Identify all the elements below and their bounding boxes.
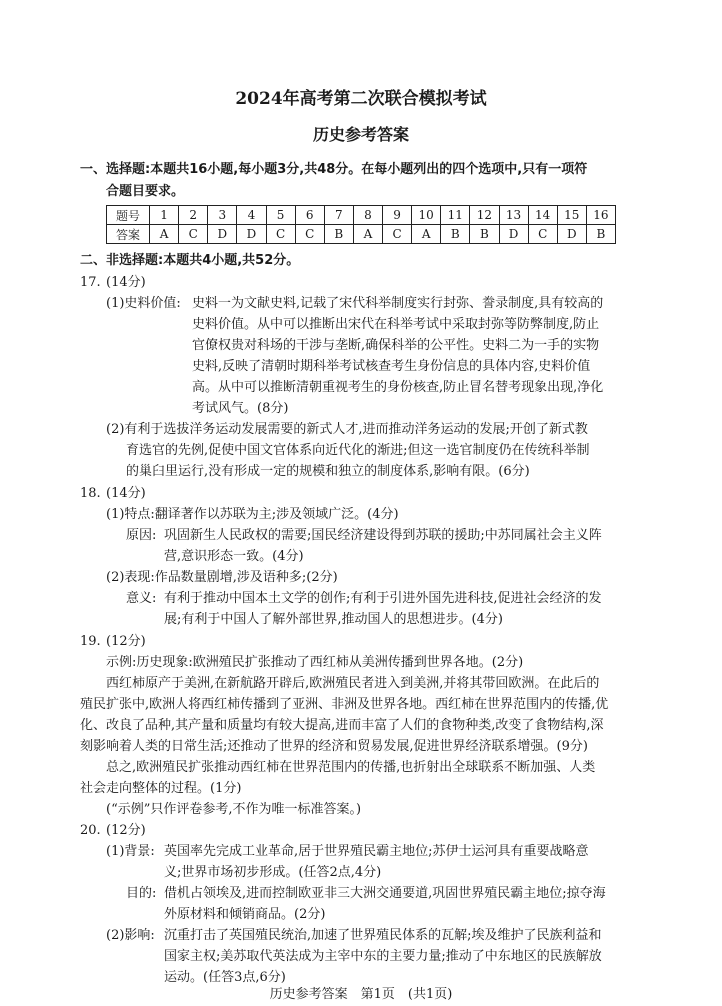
page-subtitle: 历史参考答案 <box>312 125 409 144</box>
q18-p2b-line: 展;有利于中国人了解外部世界,推动国人的思想进步。(4分) <box>164 612 503 627</box>
q18-p2a: (2)表现:作品数量剧增,涉及语种多;(2分) <box>106 570 338 585</box>
answer-cell: C <box>528 225 557 244</box>
q18-p1b-label: 原因: <box>126 528 157 543</box>
section2-heading: 二、非选择题:本题共4小题,共52分。 <box>80 253 300 268</box>
q19-body-line: 殖民扩张中,欧洲人将西红柿传播到了亚洲、非洲及世界各地。西红柿在世界范围内的传播,优 <box>80 697 609 712</box>
q20-p2-line: 沉重打击了英国殖民统治,加速了世界殖民体系的瓦解;埃及维护了民族利益和 <box>164 928 602 943</box>
q17-p1-line: 史料一为文献史料,记载了宋代科举制度实行封弥、誊录制度,具有较高的 <box>192 296 604 311</box>
q20-p1a-label: (1)背景: <box>106 844 155 859</box>
answer-cell: C <box>179 225 208 244</box>
answer-cell: B <box>324 225 353 244</box>
q18-p1a: (1)特点:翻译著作以苏联为主;涉及领域广泛。(4分) <box>106 507 399 522</box>
q20-p1a-line: 义;世界市场初步形成。(任答2点,4分) <box>164 865 382 880</box>
answer-cell: D <box>208 225 237 244</box>
answer-cell: B <box>470 225 499 244</box>
question-number-cell: 16 <box>586 206 615 225</box>
answer-cell: D <box>237 225 266 244</box>
q20-p2-label: (2)影响: <box>106 928 155 943</box>
question-number-cell: 1 <box>150 206 179 225</box>
q18-p2b-line: 有利于推动中国本土文学的创作;有利于引进外国先进科技,促进社会经济的发 <box>164 591 602 606</box>
q20-number: 20. <box>80 823 101 838</box>
q20-p1b-line: 借机占领埃及,进而控制欧亚非三大洲交通要道,巩固世界殖民霸主地位;掠夺海 <box>164 886 606 901</box>
answer-cell: C <box>295 225 324 244</box>
q17-p2-line: 的巢臼里运行,没有形成一定的规模和独立的制度体系,影响有限。(6分) <box>126 464 530 479</box>
section1-heading-line1: 一、选择题:本题共16小题,每小题3分,共48分。在每小题列出的四个选项中,只有一项符 <box>80 162 588 177</box>
q18-p1b-line: 营,意识形态一致。(4分) <box>164 549 304 564</box>
answer-cell: A <box>353 225 382 244</box>
q17-p2-line: 育选官的先例,促使中国文官体系向近代化的渐进;但这一选官制度仍在传统科举制 <box>126 443 590 458</box>
q17-p1-line: 高。从中可以推断清朝重视考生的身份核查,防止冒名替考现象出现,净化 <box>192 380 604 395</box>
question-number-cell: 9 <box>383 206 412 225</box>
answer-cell: B <box>441 225 470 244</box>
question-number-cell: 3 <box>208 206 237 225</box>
page-title: 2024年高考第二次联合模拟考试 <box>235 89 487 109</box>
q19-summary-line: 总之,欧洲殖民扩张推动西红柿在世界范围内的传播,也折射出全球联系不断加强、人类 <box>106 760 596 775</box>
q20-p2-line: 国家主权;美苏取代英法成为主宰中东的主要力量;推动了中东地区的民族解放 <box>164 949 602 964</box>
q17-p1-line: 史料价值。从中可以推断出宋代在科举考试中采取封弥等防弊制度,防止 <box>192 317 600 332</box>
q18-p2b-label: 意义: <box>126 591 157 606</box>
answer-table-number-row <box>107 206 616 225</box>
q17-number: 17. <box>80 275 101 290</box>
question-number-cell: 7 <box>324 206 353 225</box>
question-number-cell: 13 <box>499 206 528 225</box>
q17-p1-line: 考试风气。(8分) <box>192 401 289 416</box>
q19-number: 19. <box>80 634 101 649</box>
q19-note: (“示例”只作评卷参考,不作为唯一标准答案。) <box>106 802 362 817</box>
q17-score: (14分) <box>106 275 146 290</box>
q17-p1-line: 史料,反映了清朝时期科举考试核查考生身份信息的具体内容,史料价值 <box>192 359 591 374</box>
answer-cell: A <box>150 225 179 244</box>
answer-table-answer-row <box>107 225 616 244</box>
question-number-cell: 15 <box>557 206 586 225</box>
question-number-cell: 14 <box>528 206 557 225</box>
question-number-cell: 2 <box>179 206 208 225</box>
question-number-cell: 12 <box>470 206 499 225</box>
q19-body-line: 刻影响着人类的日常生活;还推动了世界的经济和贸易发展,促进世界经济联系增强。(9分) <box>80 739 588 754</box>
q19-body-line: 西红柿原产于美洲,在新航路开辟后,欧洲殖民者进入到美洲,并将其带回欧洲。在此后的 <box>106 676 600 691</box>
row-label-answer: 答案 <box>107 225 150 244</box>
q17-p1-line: 官僚权贵对科场的干涉与垄断,确保科举的公平性。史料二为一手的实物 <box>192 338 600 353</box>
question-number-cell: 8 <box>353 206 382 225</box>
question-number-cell: 5 <box>266 206 295 225</box>
answer-cell: A <box>412 225 441 244</box>
q19-example: 示例:历史现象:欧洲殖民扩张推动了西红柿从美洲传播到世界各地。(2分) <box>106 655 524 670</box>
q17-p2-line: (2)有利于选拔洋务运动发展需要的新式人才,进而推动洋务运动的发展;开创了新式教 <box>106 422 588 437</box>
question-number-cell: 10 <box>412 206 441 225</box>
q20-p1b-label: 目的: <box>126 886 157 901</box>
answer-cell: C <box>266 225 295 244</box>
answer-cell: D <box>499 225 528 244</box>
q19-body-line: 化、改良了品种,其产量和质量均有较大提高,进而丰富了人们的食物种类,改变了食物结构,深 <box>80 718 604 733</box>
question-number-cell: 4 <box>237 206 266 225</box>
answer-cell: C <box>383 225 412 244</box>
answer-cell: B <box>586 225 615 244</box>
section1-heading-line2: 合题目要求。 <box>106 184 185 199</box>
q20-p1a-line: 英国率先完成工业革命,居于世界殖民霸主地位;苏伊士运河具有重要战略意 <box>164 844 589 859</box>
q20-p2-line: 运动。(任答3点,6分) <box>164 970 286 985</box>
q18-p1b-line: 巩固新生人民政权的需要;国民经济建设得到苏联的援助;中苏同属社会主义阵 <box>164 528 602 543</box>
row-label-number: 题号 <box>107 206 150 225</box>
question-number-cell: 11 <box>441 206 470 225</box>
q19-score: (12分) <box>106 634 146 649</box>
question-number-cell: 6 <box>295 206 324 225</box>
q18-score: (14分) <box>106 486 146 501</box>
answer-cell: D <box>557 225 586 244</box>
q20-p1b-line: 外原材料和倾销商品。(2分) <box>164 907 326 922</box>
q18-number: 18. <box>80 486 101 501</box>
answer-table <box>106 205 616 244</box>
page-footer: 历史参考答案 第1页 (共1页) <box>269 987 453 1002</box>
q19-summary-line: 社会走向整体的过程。(1分) <box>80 781 242 796</box>
q20-score: (12分) <box>106 823 146 838</box>
q17-p1-label: (1)史料价值: <box>106 296 181 311</box>
